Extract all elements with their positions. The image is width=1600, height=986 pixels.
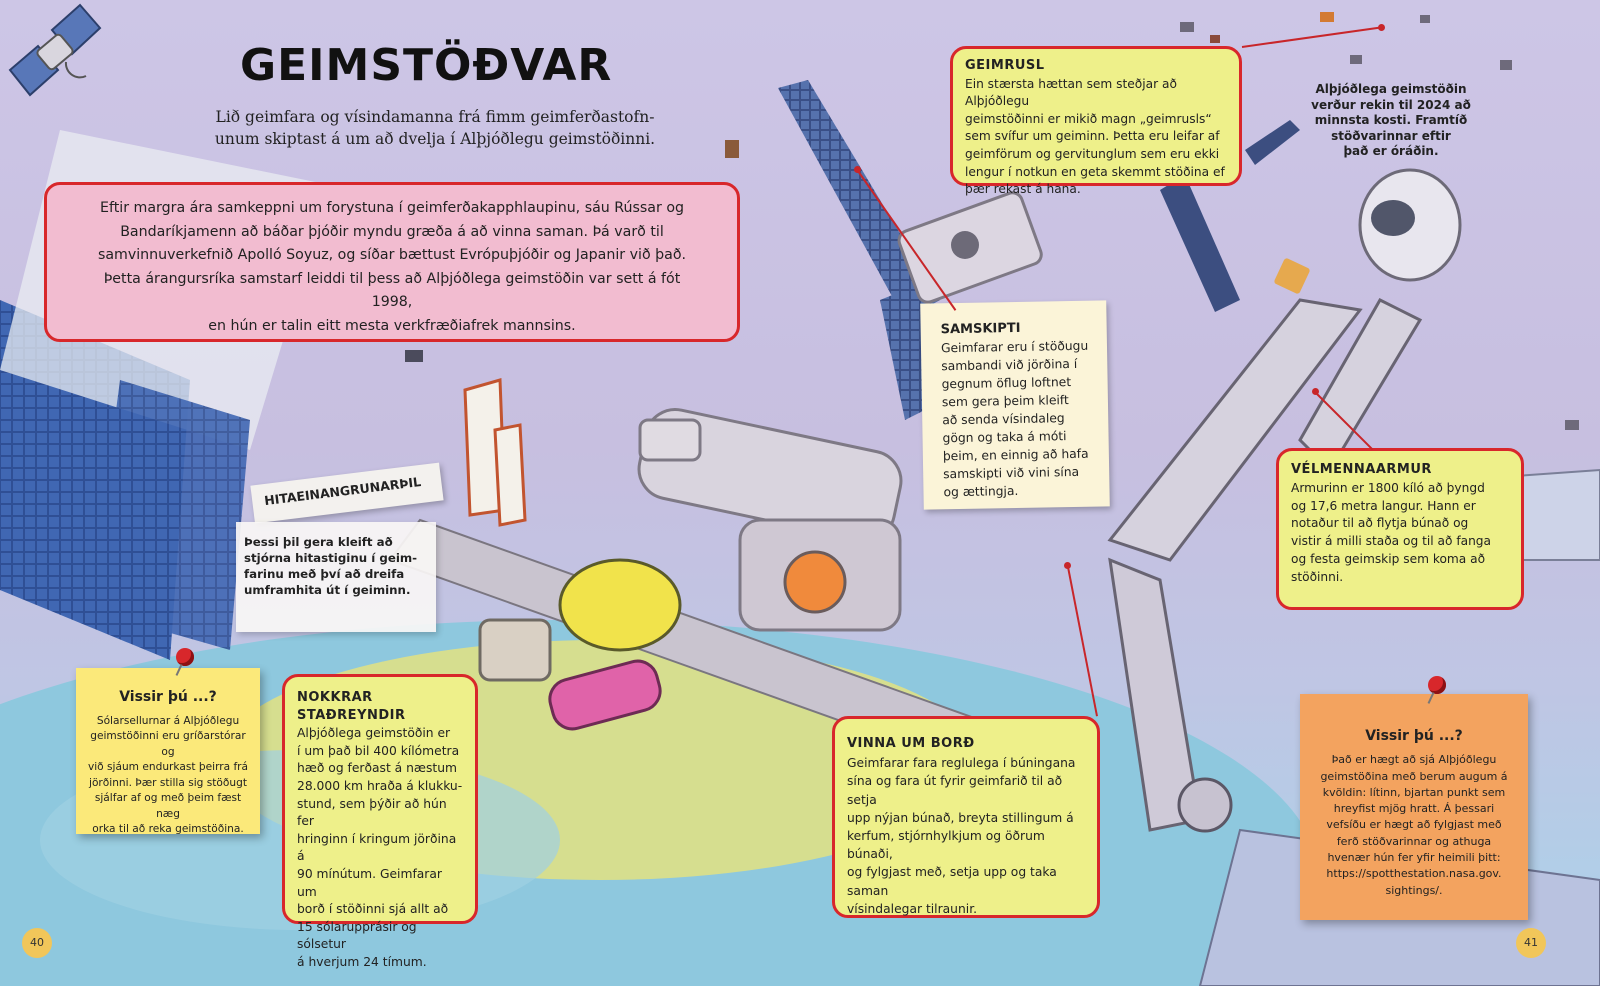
vissir-right-line: https://spotthestation.nasa.gov.: [1326, 867, 1502, 881]
velmennaarmur-line: og 17,6 metra langur. Hann er: [1291, 498, 1476, 513]
stadreyndir-heading: NOKKRAR STAÐREYNDIR: [297, 690, 406, 723]
vissir-right-line: vefsíðu er hægt að fylgjast með: [1326, 818, 1502, 832]
geimrusl-line: Ein stærsta hættan sem steðjar að Alþjóðlegu: [965, 76, 1177, 109]
hitaeinangrun-line: Þessi þil gera kleift að: [244, 535, 393, 549]
samskipti-note: [920, 300, 1110, 509]
hitaeinangrun-label-text: HITAEINANGRUNARÞIL: [263, 473, 422, 509]
samskipti-line: að senda vísindaleg: [942, 411, 1065, 428]
satellite-icon: [10, 5, 100, 95]
vissir-right-line: sightings/.: [1385, 883, 1443, 897]
stadreyndir-line: borð í stöðinni sjá allt að: [297, 902, 449, 917]
intro-line: Eftir margra ára samkeppni um forystuna í geimferðakapphlaupinu, sáu Rússar og: [99, 200, 685, 216]
stadreyndir-line: 28.000 km hraða á klukku-: [297, 778, 463, 793]
samskipti-leader-dot: [854, 166, 861, 173]
future-note-line: verður rekin til 2024 að: [1311, 97, 1471, 112]
geimrusl-line: geimförum og gervitunglum sem eru ekki: [965, 146, 1220, 161]
samskipti-heading: SAMSKIPTI: [940, 320, 1021, 338]
vissir-left-line: jörðinni. Þær stilla sig stöðugt: [89, 776, 247, 789]
vissir-right-heading: Vissir þú ...?: [1365, 728, 1463, 744]
vissir-right-line: geimstöðina með berum augum á: [1320, 769, 1508, 783]
samskipti-line: sem gera þeim kleift: [941, 393, 1069, 410]
intro-line: samvinnuverkefnið Apolló Soyuz, og síðar bættust Evrópuþjóðir og Japanir við það.: [97, 247, 687, 263]
velmennaarmur-line: Armurinn er 1800 kíló að þyngd: [1291, 480, 1485, 495]
subtitle-line: unum skiptast á um að dvelja í Alþjóðlegu geimstöðinni.: [214, 130, 656, 148]
vinna-line: Geimfarar fara reglulega í búningana: [847, 756, 1076, 771]
stadreyndir-box: [282, 674, 478, 969]
velmennaarmur-box: [1276, 448, 1524, 610]
vinna-box: [832, 716, 1100, 918]
stadreyndir-line: stund, sem þýðir að hún fer: [297, 796, 447, 829]
vissir-left-line: við sjáum endurkast þeirra frá: [87, 761, 249, 773]
subtitle-line: Lið geimfara og vísindamanna frá fimm geimferðastofn-: [215, 108, 655, 126]
vinna-line: og fylgjast með, setja upp og taka saman: [847, 865, 1057, 898]
future-note-line: það er óráðin.: [1343, 144, 1439, 158]
page-title: GEIMSTÖÐVAR: [240, 40, 613, 91]
samskipti-line: sambandi við jörðina í: [941, 356, 1078, 374]
vissir-right-line: hvenær hún fer yfir heimili þitt:: [1327, 851, 1501, 865]
intro-line: en hún er talin eitt mesta verkfræðiafrek mannsins.: [208, 317, 576, 334]
vissir-right-line: Það er hægt að sjá Alþjóðlegu: [1331, 753, 1497, 767]
geimrusl-leader-dot: [1378, 24, 1385, 31]
future-note-line: Alþjóðlega geimstöðin: [1315, 82, 1467, 96]
velmennaarmur-line: notaður til að flytja búnað og: [1291, 516, 1469, 531]
vinna-line: sína og fara út fyrir geimfarið til að setja: [847, 774, 1063, 807]
geimrusl-line: þær rekast á hana.: [965, 182, 1081, 197]
stadreyndir-line: 90 mínútum. Geimfarar um: [297, 866, 442, 899]
intro-box: [44, 182, 740, 342]
velmennaarmur-line: og festa geimskip sem koma að: [1291, 551, 1486, 566]
intro-line: Bandaríkjamenn að báðar þjóðir myndu græða á að vinna saman. Þá varð til: [120, 223, 664, 240]
stadreyndir-line: hæð og ferðast á næstum: [297, 761, 457, 776]
stadreyndir-line: hringinn í kringum jörðina á: [297, 831, 457, 864]
hitaeinangrun-line: farinu með því að dreifa: [244, 567, 405, 581]
hitaeinangrun-line: stjórna hitastiginu í geim-: [244, 551, 418, 565]
samskipti-line: Geimfarar eru í stöðugu: [940, 338, 1089, 356]
vinna-line: kerfum, stjórnhylkjum og öðrum búnaði,: [847, 829, 1045, 862]
velmennaarmur-heading: VÉLMENNAARMUR: [1291, 462, 1432, 477]
vinna-line: upp nýjan búnað, breyta stillingum á: [847, 810, 1074, 825]
vinna-heading: VINNA UM BORÐ: [847, 736, 975, 751]
pushpin-icon: [1428, 676, 1446, 694]
intro-line: Þetta árangursríka samstarf leiddi til þess að Alþjóðlega geimstöðin var sett á fót 1998,: [103, 270, 681, 310]
geimrusl-line: geimstöðinni er mikið magn „geimrusls“: [965, 111, 1212, 126]
vissir-left-line: geimstöðinni eru gríðarstórar og: [90, 730, 246, 758]
velmennaarmur-line: vistir á milli staða og til að fanga: [1291, 534, 1492, 549]
hitaeinangrun-note: [236, 522, 436, 632]
velmennaarmur-line: stöðinni.: [1291, 569, 1344, 584]
vissir-left-line: orka til að reka geimstöðina.: [92, 823, 244, 835]
pushpin-icon: [176, 648, 194, 666]
vissir-left-line: sjálfar af og með þeim fæst næg: [94, 792, 242, 820]
future-note: [1296, 82, 1486, 160]
samskipti-line: og ættingja.: [943, 483, 1019, 500]
vissir-left-note: [76, 668, 260, 834]
vissir-right-note: [1300, 694, 1528, 920]
vissir-right-line: hreyfist mjög hratt. Á þessari: [1333, 802, 1495, 816]
geimrusl-line: lengur í notkun en geta skemmt stöðina ef: [965, 164, 1225, 179]
vissir-right-line: kvöldin: lítinn, bjartan punkt sem: [1322, 785, 1506, 799]
vissir-right-line: ferð stöðvarinnar og athuga: [1336, 834, 1492, 848]
samskipti-line: þeim, en einnig að hafa: [942, 446, 1089, 464]
stadreyndir-line: í um það bil 400 kílómetra: [297, 743, 460, 758]
velmennaarmur-leader-dot: [1312, 388, 1319, 395]
vissir-left-line: Sólarsellurnar á Alþjóðlegu: [96, 714, 240, 727]
hitaeinangrun-line: umframhita út í geiminn.: [244, 583, 411, 597]
vinna-leader-dot: [1064, 562, 1071, 569]
geimrusl-heading: GEIMRUSL: [965, 58, 1045, 73]
geimrusl-line: sem svífur um geiminn. Þetta eru leifar af: [965, 129, 1220, 144]
page-number-right: 41: [1516, 928, 1546, 958]
samskipti-line: gögn og taka á móti: [942, 429, 1067, 446]
samskipti-line: gegnum öflug loftnet: [941, 375, 1072, 392]
stadreyndir-line: Alþjóðlega geimstöðin er: [297, 726, 451, 741]
stadreyndir-line: 15 sólarupprásir og sólsetur: [297, 919, 417, 952]
vissir-left-heading: Vissir þú ...?: [119, 689, 217, 705]
future-note-line: stöðvarinnar eftir: [1331, 128, 1451, 143]
page-subtitle: [175, 106, 695, 150]
samskipti-line: samskipti við vini sína: [943, 464, 1080, 482]
stadreyndir-line: á hverjum 24 tímum.: [297, 954, 427, 969]
future-note-line: minnsta kosti. Framtíð: [1314, 113, 1468, 127]
vinna-line: vísindalegar tilraunir.: [847, 901, 978, 916]
page-number-left: 40: [22, 928, 52, 958]
geimrusl-box: [950, 46, 1242, 197]
